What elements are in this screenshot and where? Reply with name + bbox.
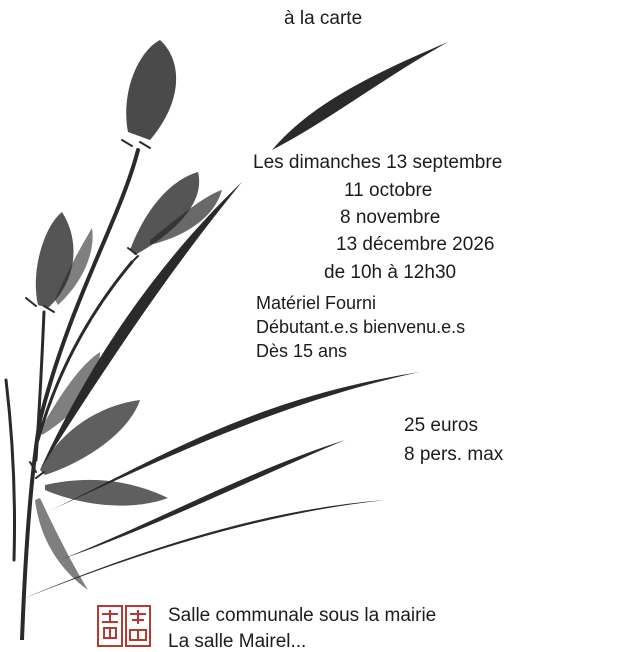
stem-left-edge xyxy=(6,380,15,560)
info-beginners: Débutant.e.s bienvenu.e.s xyxy=(256,317,466,337)
info-age: Dès 15 ans xyxy=(256,341,348,361)
location-line-2: La salle Mairel... xyxy=(168,631,307,652)
schedule-date-2: 8 novembre xyxy=(340,207,441,228)
leaf-long-bottom xyxy=(20,500,385,600)
schedule-date-3: 13 décembre 2026 xyxy=(336,234,495,255)
location-line-1: Salle communale sous la mairie xyxy=(168,605,437,626)
petal-lower2 xyxy=(45,480,168,506)
leaf-top-right xyxy=(272,42,448,150)
red-seal-stamp xyxy=(96,604,154,648)
price: 25 euros xyxy=(404,415,478,436)
info-material: Matériel Fourni xyxy=(256,293,377,313)
subtitle: à la carte xyxy=(284,8,363,29)
schedule-hours: de 10h à 12h30 xyxy=(324,262,457,283)
schedule-intro: Les dimanches 13 septembre xyxy=(253,152,503,173)
petal-top xyxy=(126,40,176,140)
calyx-1 xyxy=(122,140,150,148)
capacity: 8 pers. max xyxy=(404,444,504,465)
schedule-date-1: 11 octobre xyxy=(344,180,433,201)
